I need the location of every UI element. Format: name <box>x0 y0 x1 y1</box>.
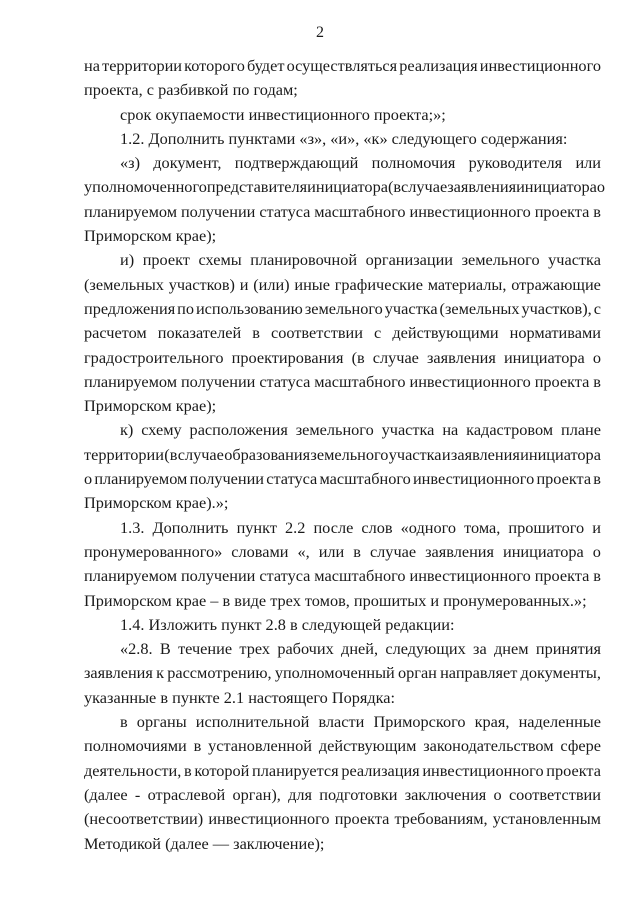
text-line: 1.3. Дополнить пункт 2.2 после слов «одного тома, прошитого и <box>120 517 601 537</box>
text-line: указанные в пункте 2.1 настоящего Порядка: <box>84 687 396 707</box>
text-line: 1.4. Изложить пункт 2.8 в следующей редакции: <box>120 614 455 634</box>
text-line: Приморском крае).»; <box>84 493 229 513</box>
page-number: 2 <box>316 24 324 41</box>
text-line: градостроительного проектирования (в случае заявления инициатора о <box>84 347 601 367</box>
text-line: планируемом получении статуса масштабного инвестиционного проекта в <box>84 566 601 586</box>
text-line: расчетом показателей в соответствии с действующими нормативами <box>84 323 601 343</box>
text-line: (несоответствии) инвестиционного проекта требованиям, установленным <box>84 809 601 829</box>
text-line: в органы исполнительной власти Приморского края, наделенные <box>120 712 601 732</box>
text-line: (далее - отраслевой орган), для подготовки заключения о соответствии <box>84 784 601 804</box>
text-line: планируемом получении статуса масштабного инвестиционного проекта в <box>84 201 601 221</box>
text-line: о планируемом получении статуса масштабного инвестиционного проекта в <box>84 469 601 489</box>
text-line: и) проект схемы планировочной организации земельного участка <box>120 250 601 270</box>
text-line: деятельности, в которой планируется реализация инвестиционного проекта <box>84 760 601 780</box>
text-line: Приморском крае); <box>84 226 217 246</box>
text-line: 1.2. Дополнить пунктами «з», «и», «к» следующего содержания: <box>120 128 568 148</box>
text-line: полномочиями в установленной действующим законодательством сфере <box>84 736 601 756</box>
text-line: Приморском крае); <box>84 396 217 416</box>
text-line: на территории которого будет осуществляться реализация инвестиционного <box>84 56 601 75</box>
text-line: пронумерованного» словами «, или в случае заявления инициатора о <box>84 541 601 561</box>
text-line: территории (в случае образования земельного участка и заявления инициатора <box>84 444 601 464</box>
text-line: планируемом получении статуса масштабного инвестиционного проекта в <box>84 371 601 391</box>
text-line: уполномоченного представителя инициатора (в случае заявления инициатора о <box>84 177 605 197</box>
text-line: предложения по использованию земельного участка (земельных участков), с <box>84 298 601 318</box>
text-line: заявления к рассмотрению, уполномоченный орган направляет документы, <box>84 663 601 683</box>
text-line: срок окупаемости инвестиционного проекта;»; <box>120 104 446 124</box>
text-line: (земельных участков) и (или) иные графические материалы, отражающие <box>84 274 601 294</box>
text-line: Приморском крае – в виде трех томов, прошитых и пронумерованных.»; <box>84 590 587 610</box>
text-line: «з) документ, подтверждающий полномочия руководителя или <box>120 153 601 173</box>
text-line: проекта, с разбивкой по годам; <box>84 80 298 100</box>
document-body <box>84 54 605 856</box>
text-line: Методикой (далее — заключение); <box>84 833 325 853</box>
text-line: к) схему расположения земельного участка на кадастровом плане <box>120 420 601 440</box>
text-line: «2.8. В течение трех рабочих дней, следующих за днем принятия <box>120 639 601 659</box>
